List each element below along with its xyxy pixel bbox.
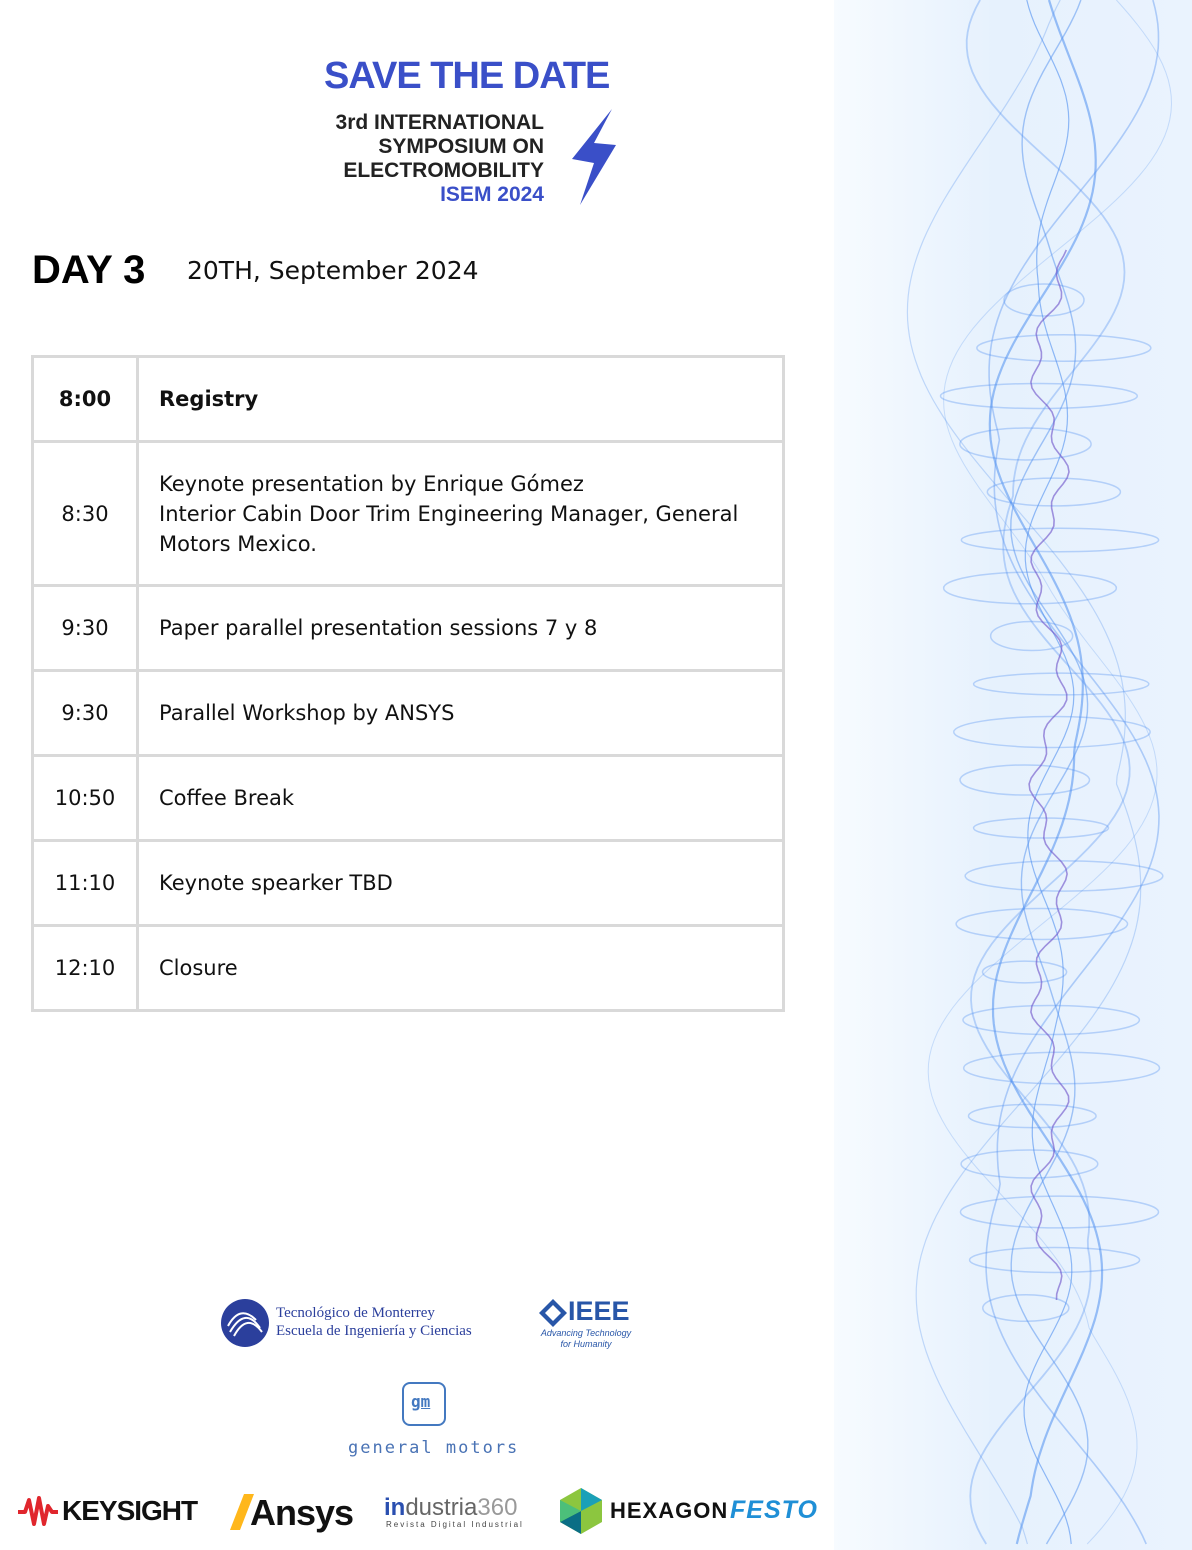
wave-loop xyxy=(974,818,1109,838)
symposium-line: 3rd INTERNATIONAL xyxy=(335,111,544,134)
gm-mark-text: gm xyxy=(411,1392,431,1411)
sponsor-logos xyxy=(18,1486,828,1536)
industria-number: 360 xyxy=(477,1494,518,1521)
ieee-wordmark: IEEE xyxy=(568,1296,630,1326)
ansys-logo: Ansys xyxy=(250,1492,354,1533)
tec-line: Tecnológico de Monterrey xyxy=(276,1305,435,1321)
schedule-row xyxy=(33,756,784,841)
wave-art xyxy=(834,0,1192,1550)
schedule-row xyxy=(33,586,784,671)
wave-loop xyxy=(970,1248,1140,1273)
ieee-diamond-icon xyxy=(538,1298,568,1328)
wave-strand xyxy=(1011,0,1088,1544)
industria-prefix: in xyxy=(384,1494,406,1521)
session-line: Registry xyxy=(159,387,259,411)
wave-loop xyxy=(1004,284,1084,316)
session-time: 8:00 xyxy=(33,357,138,442)
wave-loop xyxy=(961,1150,1098,1178)
wave-strand xyxy=(928,0,1171,1544)
event-header xyxy=(300,55,640,215)
schedule-row xyxy=(33,671,784,756)
schedule-table xyxy=(31,355,785,1012)
session-description xyxy=(138,357,784,442)
tec-monterrey-logo xyxy=(220,1296,520,1350)
wave-loop xyxy=(961,528,1158,551)
wave-loop xyxy=(960,765,1089,795)
schedule-row xyxy=(33,841,784,926)
session-line: Keynote spearker TBD xyxy=(159,871,393,895)
session-time: 9:30 xyxy=(33,586,138,671)
session-time: 11:10 xyxy=(33,841,138,926)
event-code: ISEM 2024 xyxy=(440,183,544,206)
session-line: Coffee Break xyxy=(159,786,295,810)
wave-loop xyxy=(944,572,1117,604)
gm-name: general motors xyxy=(348,1438,520,1458)
session-line: Interior Cabin Door Trim Engineering Manager, General xyxy=(159,501,739,526)
session-description xyxy=(138,756,784,841)
wave-loop xyxy=(960,428,1091,460)
wave-loop xyxy=(954,717,1150,748)
session-description xyxy=(138,926,784,1011)
session-time: 10:50 xyxy=(33,756,138,841)
session-line: Paper parallel presentation sessions 7 y 8 xyxy=(159,616,598,640)
wave-loop xyxy=(983,961,1067,983)
session-description xyxy=(138,442,784,586)
tec-line: Escuela de Ingeniería y Ciencias xyxy=(276,1323,472,1339)
hexagon-mark-icon xyxy=(560,1488,602,1534)
session-time: 8:30 xyxy=(33,442,138,586)
hexagon-logo: HEXAGON xyxy=(610,1498,729,1523)
session-line: Motors Mexico. xyxy=(159,531,317,556)
lightning-bolt-icon xyxy=(568,109,618,205)
session-time: 12:10 xyxy=(33,926,138,1011)
session-line: Keynote presentation by Enrique Gómez xyxy=(159,471,584,496)
festo-logo: FESTO xyxy=(730,1496,818,1524)
decorative-wave-panel xyxy=(834,0,1192,1550)
wave-loop xyxy=(963,1005,1139,1034)
keysight-wave-icon xyxy=(18,1494,58,1530)
ieee-tag-line: for Humanity xyxy=(560,1339,612,1349)
gm-mark xyxy=(402,1382,446,1426)
schedule-row xyxy=(33,357,784,442)
schedule-row xyxy=(33,442,784,586)
symposium-line: SYMPOSIUM ON xyxy=(378,135,544,158)
ieee-tagline xyxy=(536,1328,636,1350)
general-motors-logo xyxy=(340,1380,520,1464)
save-the-date-title: SAVE THE DATE xyxy=(324,55,610,97)
session-line: Closure xyxy=(159,956,238,980)
ieee-tag-line: Advancing Technology xyxy=(540,1328,632,1338)
ieee-logo xyxy=(536,1296,646,1352)
tec-name xyxy=(276,1304,472,1340)
day-label: DAY 3 xyxy=(32,248,146,292)
tec-seal-icon xyxy=(220,1298,270,1348)
session-time: 9:30 xyxy=(33,671,138,756)
wave-strand xyxy=(907,0,1140,1544)
keysight-logo: KEYSIGHT xyxy=(62,1495,198,1526)
wave-loop xyxy=(991,621,1073,650)
wave-loop xyxy=(977,335,1151,361)
industria-word: dustria xyxy=(405,1494,478,1521)
schedule-row xyxy=(33,926,784,1011)
symposium-title xyxy=(336,111,544,207)
symposium-line: ELECTROMOBILITY xyxy=(343,159,544,182)
session-description xyxy=(138,586,784,671)
industria360-tagline: Revista Digital Industrial xyxy=(386,1520,524,1529)
session-description xyxy=(138,671,784,756)
wave-loop xyxy=(960,1196,1158,1228)
industria360-logo xyxy=(384,1494,517,1522)
session-line: Parallel Workshop by ANSYS xyxy=(159,701,455,725)
session-description xyxy=(138,841,784,926)
day-date: 20TH, September 2024 xyxy=(187,256,479,285)
